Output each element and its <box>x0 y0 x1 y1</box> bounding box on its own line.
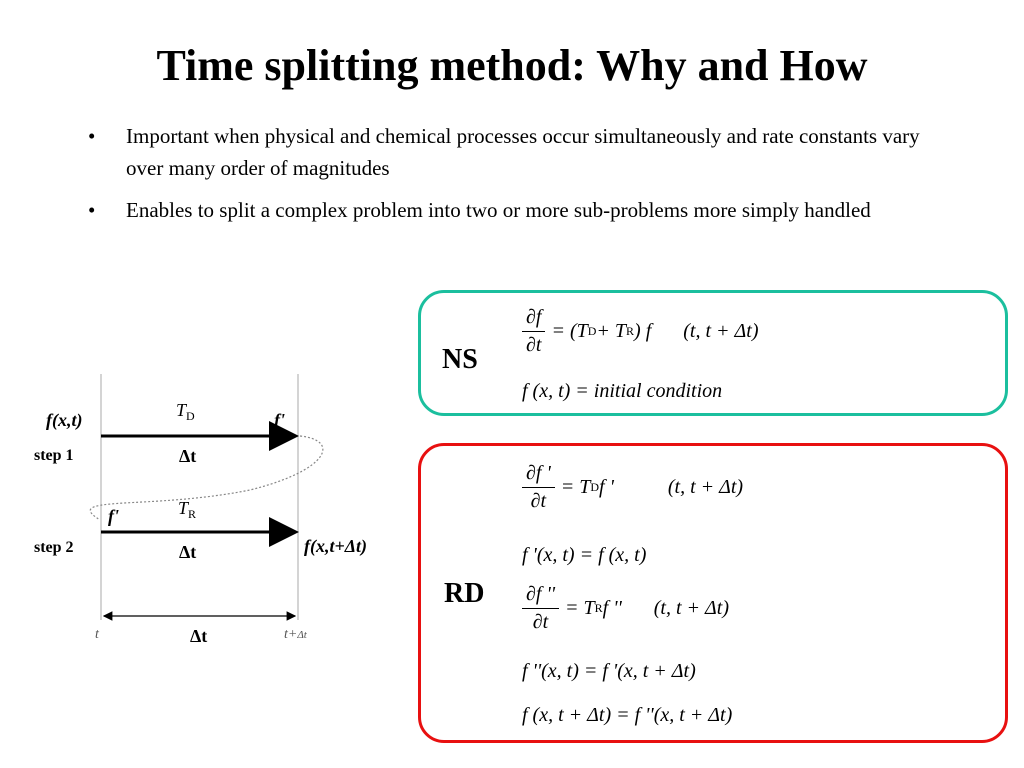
dotted-connector <box>90 436 323 520</box>
ns-equation-2: f (x, t) = initial condition <box>522 380 723 402</box>
bullet-item <box>88 194 958 226</box>
step1-label: step 1 <box>34 447 74 464</box>
bullet-marker: • <box>88 124 96 148</box>
rd-equation-4: f ''(x, t) = f '(x, t + Δt) <box>522 660 696 682</box>
bullet-text: Enables to split a complex problem into two or more sub-problems more simply handled <box>126 198 871 222</box>
ns-fraction: $\frac{\partial f}{\partial t}$ <box>522 306 545 357</box>
f-prime-top-label: f' <box>274 410 285 430</box>
f-xt-label: f(x,t) <box>46 410 83 430</box>
rd-equation-3: $\frac{\partial f ''}{\partial t}$ = T R f '' (t, t + Δt) <box>522 583 729 634</box>
f-prime-bottom-label: f' <box>108 506 119 526</box>
dt-step2-label: Δt <box>179 542 197 562</box>
f-xtdt-label: f(x,t+Δt) <box>304 536 368 556</box>
rd-label: RD <box>444 578 485 609</box>
tr-label: $T_R$ <box>178 498 197 521</box>
ns-equation-1: $\frac{\partial f}{\partial t}$ = (T D + T R ) f (t, t + Δt) <box>522 306 759 357</box>
splitting-diagram <box>0 360 420 660</box>
t-end-label: t+Δt <box>284 627 307 642</box>
td-label: $T_D$ <box>176 400 195 423</box>
rd-equation-5: f (x, t + Δt) = f ''(x, t + Δt) <box>522 704 733 726</box>
bullet-item <box>88 120 958 184</box>
ns-label: NS <box>442 344 478 375</box>
bullet-marker: • <box>88 198 96 222</box>
dt-step1-label: Δt <box>179 446 197 466</box>
rd-equation-2: f '(x, t) = f (x, t) <box>522 544 647 566</box>
dt-interval-label: Δt <box>190 626 208 646</box>
bullet-text: Important when physical and chemical processes occur simultaneously and rate constants vary over many order of magnitudes <box>126 124 920 180</box>
rd-equation-1: $\frac{\partial f '}{\partial t}$ = T D f ' (t, t + Δt) <box>522 462 743 513</box>
t-start-label: t <box>95 627 99 642</box>
slide-title: Time splitting method: Why and How <box>156 41 868 90</box>
step2-label: step 2 <box>34 539 74 556</box>
bullet-list <box>88 120 958 236</box>
